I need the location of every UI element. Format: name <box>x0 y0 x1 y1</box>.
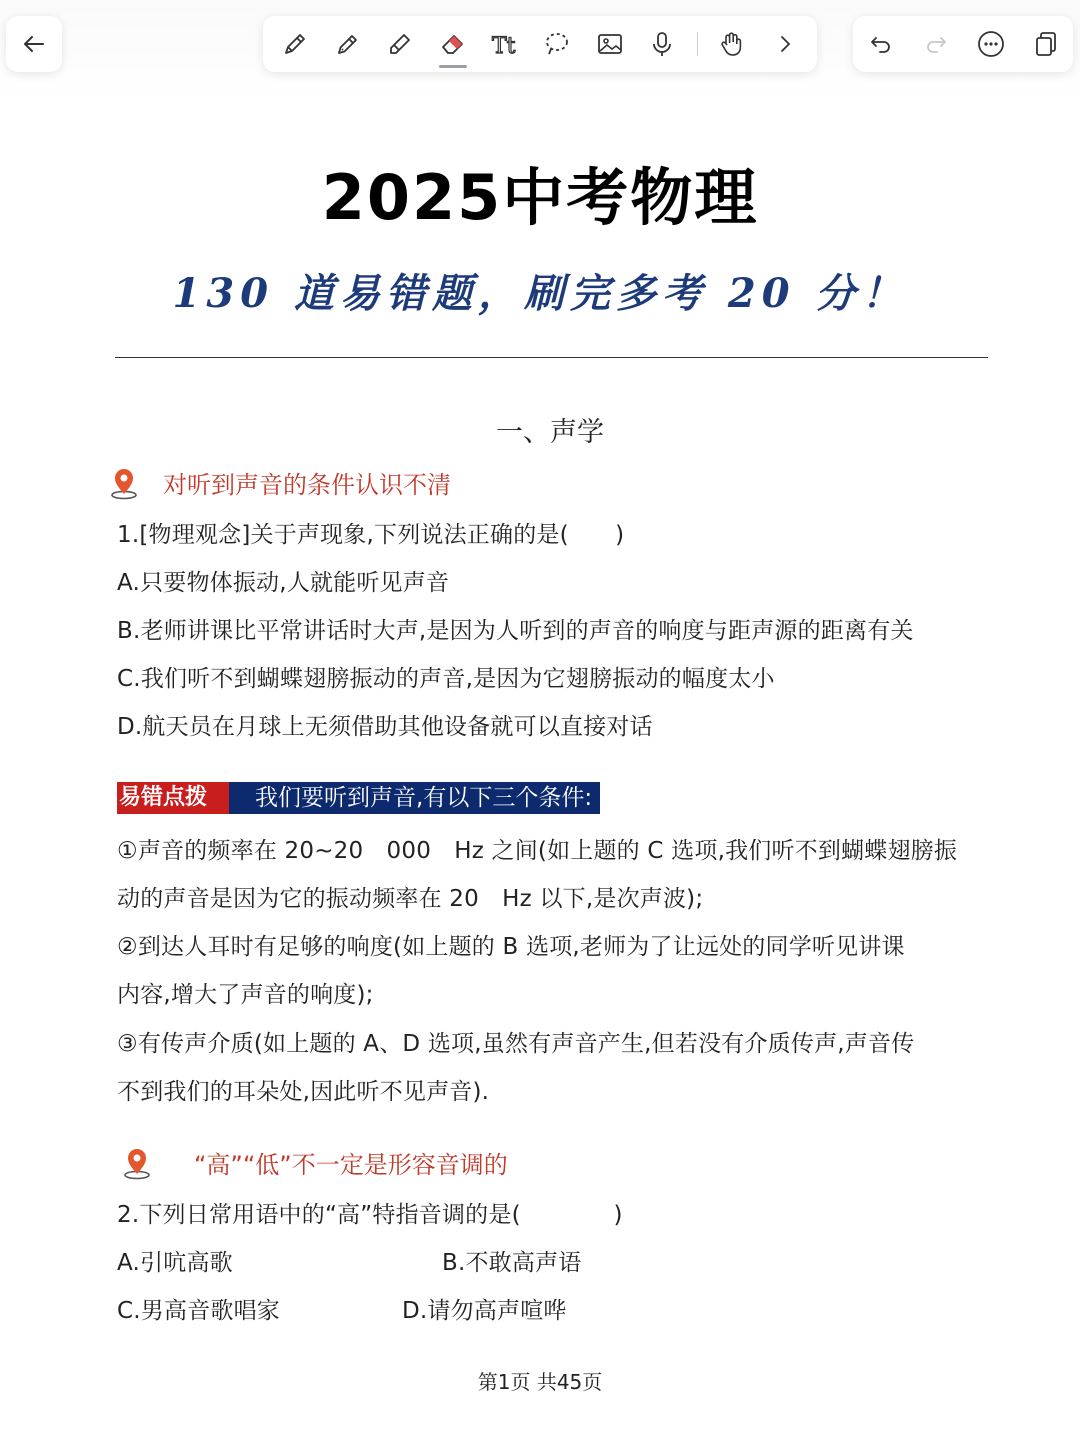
question-1-option-d: D.航天员在月球上无须借助其他设备就可以直接对话 <box>117 714 653 740</box>
tip-heading: 我们要听到声音,有以下三个条件: <box>229 782 600 814</box>
arrow-left-icon <box>16 26 52 62</box>
question-2-option-d: D.请勿高声喧哗 <box>402 1298 567 1324</box>
section-heading: 一、声学 <box>496 417 604 448</box>
question-2-option-b: B.不敢高声语 <box>442 1250 582 1276</box>
hand-icon[interactable] <box>714 26 750 62</box>
tip-label: 易错点拨 <box>117 782 229 814</box>
location-pin-icon <box>120 1144 154 1180</box>
question-1-option-a: A.只要物体振动,人就能听见声音 <box>117 570 450 596</box>
document-actions <box>853 16 1073 72</box>
more-icon[interactable] <box>973 26 1009 62</box>
toolbar-divider <box>697 32 698 56</box>
tool-palette <box>263 16 817 72</box>
toolbar <box>0 0 1080 100</box>
question-2-option-a: A.引吭高歌 <box>117 1250 233 1276</box>
active-tool-indicator <box>439 65 467 68</box>
question-2-option-c: C.男高音歌唱家 <box>117 1298 280 1324</box>
undo-icon[interactable] <box>863 26 899 62</box>
microphone-icon[interactable] <box>644 26 680 62</box>
page-subtitle: 130 道易错题，刷完多考 20 分！ <box>172 270 908 317</box>
pages-icon[interactable] <box>1028 26 1064 62</box>
text-tool-icon[interactable] <box>487 26 523 62</box>
tip-point-3-cont: 不到我们的耳朵处,因此听不见声音). <box>117 1079 490 1105</box>
title-divider <box>115 357 988 358</box>
topic-text: “高”“低”不一定是形容音调的 <box>194 1150 508 1179</box>
page-title: 2025中考物理 <box>321 161 759 234</box>
back-button[interactable] <box>6 16 62 72</box>
question-1: 1.[物理观念]关于声现象,下列说法正确的是( ) <box>117 522 625 548</box>
lasso-icon[interactable] <box>539 26 575 62</box>
tip-point-2: ②到达人耳时有足够的响度(如上题的 B 选项,老师为了让远处的同学听见讲课 <box>117 934 905 960</box>
question-1-option-b: B.老师讲课比平常讲话时大声,是因为人听到的声音的响度与距声源的距离有关 <box>117 618 914 644</box>
chevron-right-icon[interactable] <box>767 26 803 62</box>
page-counter: 第1页 共45页 <box>477 1370 603 1394</box>
topic-heading-1 <box>107 462 451 502</box>
pen-icon[interactable] <box>277 26 313 62</box>
eraser-icon[interactable] <box>435 26 471 62</box>
highlighter-icon[interactable] <box>382 26 418 62</box>
question-1-option-c: C.我们听不到蝴蝶翅膀振动的声音,是因为它翅膀振动的幅度太小 <box>117 666 775 692</box>
image-icon[interactable] <box>592 26 628 62</box>
tip-point-1: ①声音的频率在 20~20 000 Hz 之间(如上题的 C 选项,我们听不到蝴蝶翅膀振 <box>117 838 958 864</box>
topic-heading-2 <box>120 1142 508 1182</box>
svg-text:Tt: Tt <box>492 34 516 59</box>
tip-point-1-cont: 动的声音是因为它的振动频率在 20 Hz 以下,是次声波); <box>117 886 704 912</box>
tip-banner <box>117 782 600 814</box>
redo-icon[interactable] <box>918 26 954 62</box>
tip-point-2-cont: 内容,增大了声音的响度); <box>117 982 374 1008</box>
topic-text: 对听到声音的条件认识不清 <box>163 470 451 499</box>
tip-point-3: ③有传声介质(如上题的 A、D 选项,虽然有声音产生,但若没有介质传声,声音传 <box>117 1031 915 1057</box>
pencil-icon[interactable] <box>330 26 366 62</box>
location-pin-icon <box>107 464 141 500</box>
question-2: 2.下列日常用语中的“高”特指音调的是( ) <box>117 1202 623 1228</box>
